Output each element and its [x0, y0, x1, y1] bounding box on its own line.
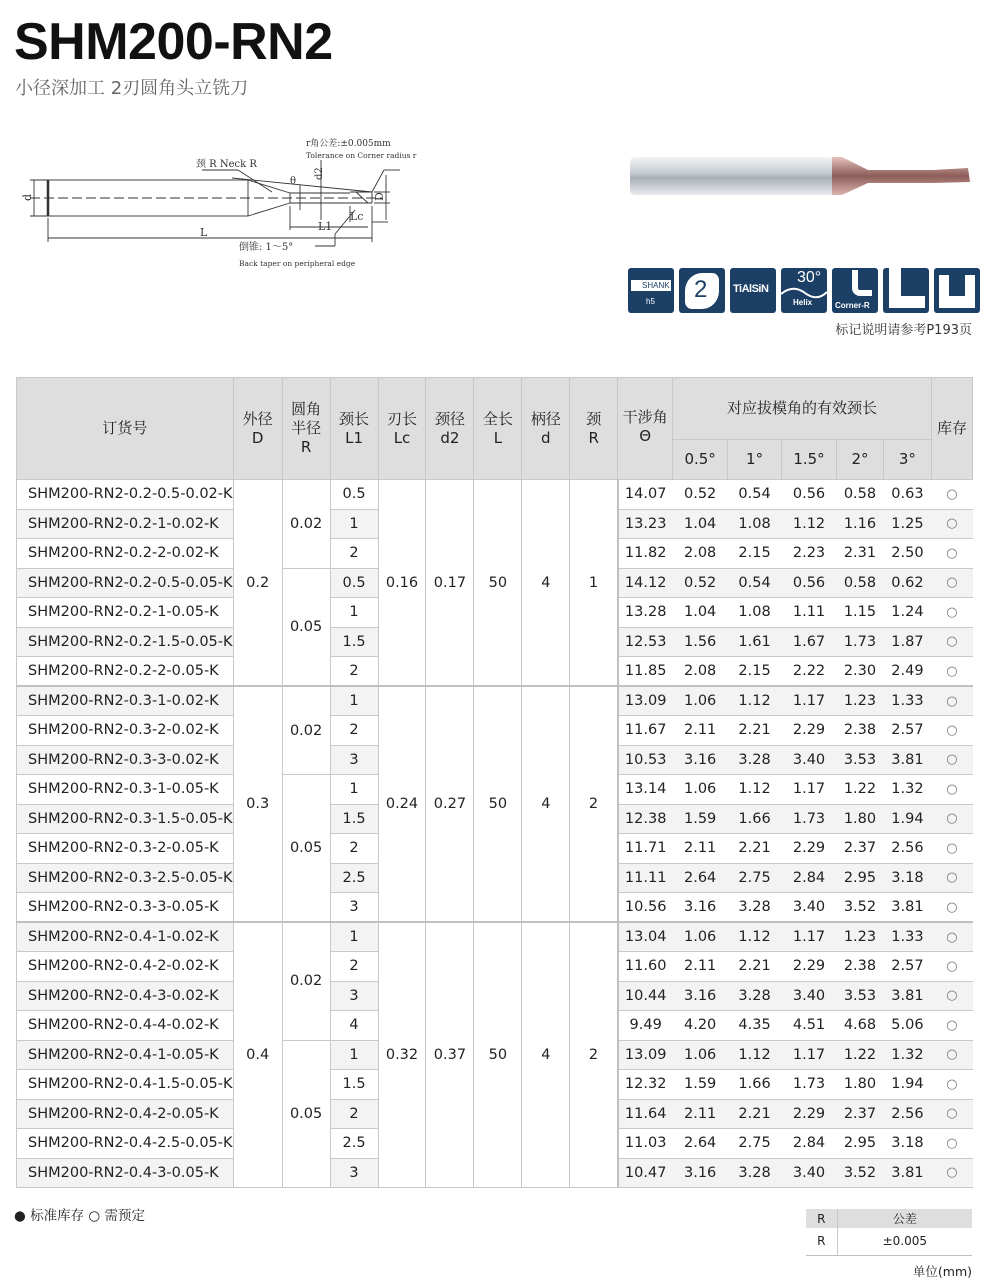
corner-radius-cell: 0.05 [282, 1040, 330, 1188]
effective-neck-length-cell: 1.67 [782, 627, 837, 657]
back-taper-en-text: Back taper on peripheral edge [239, 259, 356, 268]
stock-status-cell: ○ [931, 804, 972, 834]
neck-length-cell: 3 [330, 745, 378, 775]
corner-radius-cell: 0.02 [282, 480, 330, 569]
effective-neck-length-cell: 2.22 [782, 657, 837, 687]
effective-neck-length-cell: 2.56 [883, 834, 931, 864]
interference-angle-cell: 10.53 [618, 745, 673, 775]
effective-neck-length-cell: 1.61 [728, 627, 782, 657]
stock-status-cell: ○ [931, 1158, 972, 1188]
effective-neck-length-cell: 0.58 [836, 568, 883, 598]
header-Lc: 刃长 Lc [378, 378, 426, 480]
neck-length-cell: 0.5 [330, 568, 378, 598]
effective-neck-length-cell: 1.22 [836, 1040, 883, 1070]
tolerance-cell-r: R [806, 1228, 837, 1255]
neck-length-cell: 1.5 [330, 627, 378, 657]
stock-status-cell: ○ [931, 834, 972, 864]
header-angle: 2° [836, 440, 883, 480]
coating-tialsin-icon: TiAlSiN [730, 268, 776, 313]
neck-length-cell: 2 [330, 952, 378, 982]
stock-status-cell: ○ [931, 775, 972, 805]
table-row [17, 686, 973, 716]
shank-diameter-cell: 4 [522, 480, 570, 687]
stock-status-cell: ○ [931, 716, 972, 746]
effective-neck-length-cell: 1.32 [883, 775, 931, 805]
header-theta: 干涉角 Θ [618, 378, 673, 480]
effective-neck-length-cell: 1.12 [728, 686, 782, 716]
effective-neck-length-cell: 1.23 [836, 922, 883, 952]
tolerance-table [806, 1209, 972, 1256]
header-d2: 颈径 d2 [426, 378, 474, 480]
effective-neck-length-cell: 3.40 [782, 893, 837, 923]
dim-L-label: L [200, 226, 208, 239]
neck-length-cell: 1 [330, 598, 378, 628]
order-code-cell: SHM200-RN2-0.2-1-0.05-K [17, 598, 234, 628]
effective-neck-length-cell: 2.95 [836, 863, 883, 893]
interference-angle-cell: 10.47 [618, 1158, 673, 1188]
effective-neck-length-cell: 2.75 [728, 1129, 782, 1159]
effective-neck-length-cell: 4.20 [673, 1011, 728, 1041]
effective-neck-length-cell: 0.56 [782, 480, 837, 510]
neck-length-cell: 1 [330, 686, 378, 716]
effective-neck-length-cell: 1.59 [673, 1070, 728, 1100]
stock-status-cell: ○ [931, 952, 972, 982]
stock-status-cell: ○ [931, 922, 972, 952]
interference-angle-cell: 12.53 [618, 627, 673, 657]
side-milling-icon [883, 268, 929, 313]
neck-radius-cell: 1 [570, 480, 618, 687]
header-stock: 库存 [931, 378, 972, 480]
stock-status-cell: ○ [931, 745, 972, 775]
interference-angle-cell: 13.09 [618, 686, 673, 716]
order-code-cell: SHM200-RN2-0.4-3-0.05-K [17, 1158, 234, 1188]
header-L: 全长 L [474, 378, 522, 480]
order-code-cell: SHM200-RN2-0.4-2-0.05-K [17, 1099, 234, 1129]
order-code-cell: SHM200-RN2-0.3-3-0.02-K [17, 745, 234, 775]
neck-length-cell: 2 [330, 716, 378, 746]
effective-neck-length-cell: 1.08 [728, 509, 782, 539]
effective-neck-length-cell: 4.68 [836, 1011, 883, 1041]
corner-radius-cell: 0.02 [282, 686, 330, 775]
effective-neck-length-cell: 5.06 [883, 1011, 931, 1041]
stock-status-cell: ○ [931, 863, 972, 893]
effective-neck-length-cell: 3.81 [883, 1158, 931, 1188]
dim-D-label: D [373, 192, 386, 201]
effective-neck-length-cell: 1.06 [673, 922, 728, 952]
effective-neck-length-cell: 2.21 [728, 1099, 782, 1129]
effective-neck-length-cell: 2.11 [673, 716, 728, 746]
neck-length-cell: 1 [330, 1040, 378, 1070]
stock-status-cell: ○ [931, 893, 972, 923]
effective-neck-length-cell: 2.84 [782, 863, 837, 893]
icon-note: 标记说明请参考P193页 [835, 323, 972, 338]
order-code-cell: SHM200-RN2-0.4-2.5-0.05-K [17, 1129, 234, 1159]
interference-angle-cell: 12.32 [618, 1070, 673, 1100]
effective-neck-length-cell: 2.56 [883, 1099, 931, 1129]
effective-neck-length-cell: 1.06 [673, 1040, 728, 1070]
interference-angle-cell: 11.64 [618, 1099, 673, 1129]
interference-angle-cell: 11.71 [618, 834, 673, 864]
tolerance-header-r: R [806, 1209, 837, 1228]
dim-d2-label: d2 [314, 167, 325, 180]
effective-neck-length-cell: 0.52 [673, 480, 728, 510]
neck-radius-cell: 2 [570, 686, 618, 922]
dim-theta-label: θ [290, 176, 297, 187]
effective-neck-length-cell: 3.18 [883, 1129, 931, 1159]
product-title: SHM200-RN2 [14, 13, 333, 71]
table-row [17, 480, 973, 510]
order-code-cell: SHM200-RN2-0.2-2-0.02-K [17, 539, 234, 569]
interference-angle-cell: 10.56 [618, 893, 673, 923]
effective-neck-length-cell: 0.52 [673, 568, 728, 598]
effective-neck-length-cell: 2.49 [883, 657, 931, 687]
effective-neck-length-cell: 0.63 [883, 480, 931, 510]
effective-neck-length-cell: 2.38 [836, 716, 883, 746]
effective-neck-length-cell: 2.95 [836, 1129, 883, 1159]
effective-neck-length-cell: 2.57 [883, 716, 931, 746]
neck-diameter-cell: 0.37 [426, 922, 474, 1188]
effective-neck-length-cell: 0.62 [883, 568, 931, 598]
effective-neck-length-cell: 3.16 [673, 745, 728, 775]
corner-r-icon: Corner-R [832, 268, 878, 313]
effective-neck-length-cell: 2.30 [836, 657, 883, 687]
dim-d-label: d [21, 193, 34, 201]
feature-icons [628, 268, 980, 313]
effective-neck-length-cell: 1.73 [782, 804, 837, 834]
effective-neck-length-cell: 2.11 [673, 952, 728, 982]
flute-length-cell: 0.16 [378, 480, 426, 687]
effective-neck-length-cell: 1.15 [836, 598, 883, 628]
neck-radius-cell: 2 [570, 922, 618, 1188]
order-code-cell: SHM200-RN2-0.3-3-0.05-K [17, 893, 234, 923]
stock-status-cell: ○ [931, 1070, 972, 1100]
stock-status-cell: ○ [931, 509, 972, 539]
effective-neck-length-cell: 2.15 [728, 539, 782, 569]
effective-neck-length-cell: 2.11 [673, 834, 728, 864]
effective-neck-length-cell: 1.87 [883, 627, 931, 657]
effective-neck-length-cell: 1.12 [728, 922, 782, 952]
effective-neck-length-cell: 1.25 [883, 509, 931, 539]
legend-standard-stock: ● 标准库存 [14, 1208, 85, 1224]
spec-table [16, 377, 973, 1188]
neck-length-cell: 2 [330, 1099, 378, 1129]
neck-length-cell: 1 [330, 775, 378, 805]
effective-neck-length-cell: 1.33 [883, 922, 931, 952]
order-code-cell: SHM200-RN2-0.3-2.5-0.05-K [17, 863, 234, 893]
stock-status-cell: ○ [931, 1040, 972, 1070]
flute-length-cell: 0.32 [378, 922, 426, 1188]
outer-diameter-cell: 0.3 [233, 686, 282, 922]
neck-length-cell: 1.5 [330, 1070, 378, 1100]
effective-neck-length-cell: 1.16 [836, 509, 883, 539]
effective-neck-length-cell: 3.28 [728, 893, 782, 923]
effective-neck-length-cell: 2.64 [673, 1129, 728, 1159]
effective-neck-length-cell: 2.29 [782, 834, 837, 864]
order-code-cell: SHM200-RN2-0.4-1-0.02-K [17, 922, 234, 952]
flute-length-cell: 0.24 [378, 686, 426, 922]
corner-radius-cell: 0.05 [282, 775, 330, 923]
effective-neck-length-cell: 4.51 [782, 1011, 837, 1041]
effective-neck-length-cell: 1.80 [836, 1070, 883, 1100]
order-code-cell: SHM200-RN2-0.2-1.5-0.05-K [17, 627, 234, 657]
effective-neck-length-cell: 2.38 [836, 952, 883, 982]
effective-neck-length-cell: 1.17 [782, 922, 837, 952]
header-effective-neck-length: 对应拔模角的有效颈长 [673, 378, 932, 440]
effective-neck-length-cell: 3.53 [836, 745, 883, 775]
effective-neck-length-cell: 1.33 [883, 686, 931, 716]
effective-neck-length-cell: 2.29 [782, 1099, 837, 1129]
effective-neck-length-cell: 1.04 [673, 598, 728, 628]
legend-made-to-order: ○ 需预定 [88, 1208, 145, 1224]
effective-neck-length-cell: 2.15 [728, 657, 782, 687]
effective-neck-length-cell: 3.52 [836, 893, 883, 923]
interference-angle-cell: 12.38 [618, 804, 673, 834]
end-mill-photo [628, 150, 973, 205]
effective-neck-length-cell: 1.59 [673, 804, 728, 834]
neck-length-cell: 0.5 [330, 480, 378, 510]
effective-neck-length-cell: 3.81 [883, 893, 931, 923]
effective-neck-length-cell: 2.23 [782, 539, 837, 569]
order-code-cell: SHM200-RN2-0.3-2-0.02-K [17, 716, 234, 746]
effective-neck-length-cell: 3.40 [782, 745, 837, 775]
effective-neck-length-cell: 0.58 [836, 480, 883, 510]
interference-angle-cell: 13.04 [618, 922, 673, 952]
outer-diameter-cell: 0.4 [233, 922, 282, 1188]
order-code-cell: SHM200-RN2-0.2-2-0.05-K [17, 657, 234, 687]
effective-neck-length-cell: 1.23 [836, 686, 883, 716]
order-code-cell: SHM200-RN2-0.4-4-0.02-K [17, 1011, 234, 1041]
effective-neck-length-cell: 2.29 [782, 952, 837, 982]
effective-neck-length-cell: 2.08 [673, 657, 728, 687]
interference-angle-cell: 11.60 [618, 952, 673, 982]
effective-neck-length-cell: 1.12 [728, 1040, 782, 1070]
effective-neck-length-cell: 3.28 [728, 745, 782, 775]
effective-neck-length-cell: 1.56 [673, 627, 728, 657]
overall-length-cell: 50 [474, 686, 522, 922]
effective-neck-length-cell: 1.94 [883, 804, 931, 834]
effective-neck-length-cell: 0.54 [728, 480, 782, 510]
effective-neck-length-cell: 2.21 [728, 716, 782, 746]
interference-angle-cell: 13.23 [618, 509, 673, 539]
effective-neck-length-cell: 3.81 [883, 745, 931, 775]
neck-length-cell: 2 [330, 657, 378, 687]
corner-radius-cell: 0.05 [282, 568, 330, 686]
effective-neck-length-cell: 2.50 [883, 539, 931, 569]
order-code-cell: SHM200-RN2-0.4-2-0.02-K [17, 952, 234, 982]
interference-angle-cell: 13.09 [618, 1040, 673, 1070]
order-code-cell: SHM200-RN2-0.2-1-0.02-K [17, 509, 234, 539]
neck-r-text: 颈 R Neck R [196, 159, 257, 170]
order-code-cell: SHM200-RN2-0.2-0.5-0.05-K [17, 568, 234, 598]
stock-status-cell: ○ [931, 598, 972, 628]
header-neck-R: 颈 R [570, 378, 618, 480]
dim-Lc-label: Lc [350, 210, 364, 223]
table-row [17, 922, 973, 952]
order-code-cell: SHM200-RN2-0.4-3-0.02-K [17, 981, 234, 1011]
neck-length-cell: 1.5 [330, 804, 378, 834]
back-taper-cn-text: 倒锥: 1～5° [239, 242, 294, 253]
stock-status-cell: ○ [931, 686, 972, 716]
effective-neck-length-cell: 1.06 [673, 775, 728, 805]
effective-neck-length-cell: 0.54 [728, 568, 782, 598]
effective-neck-length-cell: 2.21 [728, 952, 782, 982]
two-flute-icon: 2 [679, 268, 725, 313]
effective-neck-length-cell: 3.81 [883, 981, 931, 1011]
neck-length-cell: 2.5 [330, 1129, 378, 1159]
stock-status-cell: ○ [931, 1099, 972, 1129]
shank-h5-icon: SHANK h5 [628, 268, 674, 313]
order-code-cell: SHM200-RN2-0.2-0.5-0.02-K [17, 480, 234, 510]
tolerance-cn-text: r角公差:±0.005mm [306, 139, 391, 149]
stock-status-cell: ○ [931, 1011, 972, 1041]
effective-neck-length-cell: 1.73 [836, 627, 883, 657]
corner-radius-cell: 0.02 [282, 922, 330, 1040]
interference-angle-cell: 14.12 [618, 568, 673, 598]
effective-neck-length-cell: 1.73 [782, 1070, 837, 1100]
stock-status-cell: ○ [931, 981, 972, 1011]
header-D: 外径 D [233, 378, 282, 480]
stock-status-cell: ○ [931, 539, 972, 569]
interference-angle-cell: 11.67 [618, 716, 673, 746]
effective-neck-length-cell: 1.66 [728, 1070, 782, 1100]
effective-neck-length-cell: 1.22 [836, 775, 883, 805]
interference-angle-cell: 9.49 [618, 1011, 673, 1041]
order-code-cell: SHM200-RN2-0.3-1-0.05-K [17, 775, 234, 805]
effective-neck-length-cell: 2.75 [728, 863, 782, 893]
neck-length-cell: 1 [330, 509, 378, 539]
neck-length-cell: 2.5 [330, 863, 378, 893]
effective-neck-length-cell: 1.17 [782, 1040, 837, 1070]
effective-neck-length-cell: 3.28 [728, 981, 782, 1011]
effective-neck-length-cell: 1.12 [782, 509, 837, 539]
effective-neck-length-cell: 3.28 [728, 1158, 782, 1188]
effective-neck-length-cell: 2.84 [782, 1129, 837, 1159]
neck-diameter-cell: 0.27 [426, 686, 474, 922]
effective-neck-length-cell: 1.12 [728, 775, 782, 805]
effective-neck-length-cell: 2.08 [673, 539, 728, 569]
effective-neck-length-cell: 1.11 [782, 598, 837, 628]
interference-angle-cell: 13.14 [618, 775, 673, 805]
overall-length-cell: 50 [474, 922, 522, 1188]
order-code-cell: SHM200-RN2-0.3-2-0.05-K [17, 834, 234, 864]
effective-neck-length-cell: 1.94 [883, 1070, 931, 1100]
effective-neck-length-cell: 1.24 [883, 598, 931, 628]
outer-diameter-cell: 0.2 [233, 480, 282, 687]
order-code-cell: SHM200-RN2-0.3-1.5-0.05-K [17, 804, 234, 834]
header-angle: 0.5° [673, 440, 728, 480]
effective-neck-length-cell: 3.16 [673, 893, 728, 923]
interference-angle-cell: 11.85 [618, 657, 673, 687]
dim-L1-label: L1 [318, 220, 333, 233]
neck-length-cell: 4 [330, 1011, 378, 1041]
stock-status-cell: ○ [931, 1129, 972, 1159]
interference-angle-cell: 14.07 [618, 480, 673, 510]
overall-length-cell: 50 [474, 480, 522, 687]
shank-diameter-cell: 4 [522, 922, 570, 1188]
effective-neck-length-cell: 0.56 [782, 568, 837, 598]
effective-neck-length-cell: 1.66 [728, 804, 782, 834]
effective-neck-length-cell: 3.16 [673, 1158, 728, 1188]
effective-neck-length-cell: 3.40 [782, 981, 837, 1011]
stock-status-cell: ○ [931, 657, 972, 687]
unit-note: 单位(mm) [912, 1264, 972, 1279]
header-angle: 1.5° [782, 440, 837, 480]
effective-neck-length-cell: 3.53 [836, 981, 883, 1011]
neck-diameter-cell: 0.17 [426, 480, 474, 687]
effective-neck-length-cell: 1.80 [836, 804, 883, 834]
effective-neck-length-cell: 2.64 [673, 863, 728, 893]
interference-angle-cell: 10.44 [618, 981, 673, 1011]
stock-status-cell: ○ [931, 627, 972, 657]
effective-neck-length-cell: 3.16 [673, 981, 728, 1011]
tolerance-en-text: Tolerance on Corner radius r [306, 151, 417, 160]
helix-30-icon: 30° Helix [781, 268, 827, 313]
effective-neck-length-cell: 1.08 [728, 598, 782, 628]
effective-neck-length-cell: 1.17 [782, 775, 837, 805]
effective-neck-length-cell: 2.21 [728, 834, 782, 864]
header-d: 柄径 d [522, 378, 570, 480]
header-L1: 颈长 L1 [330, 378, 378, 480]
effective-neck-length-cell: 1.32 [883, 1040, 931, 1070]
neck-length-cell: 2 [330, 539, 378, 569]
slotting-icon [934, 268, 980, 313]
shank-diameter-cell: 4 [522, 686, 570, 922]
header-code: 订货号 [17, 378, 234, 480]
product-subtitle: 小径深加工 2刃圆角头立铣刀 [15, 78, 249, 99]
effective-neck-length-cell: 2.29 [782, 716, 837, 746]
stock-status-cell: ○ [931, 480, 972, 510]
neck-length-cell: 2 [330, 834, 378, 864]
header-R: 圆角 半径 R [282, 378, 330, 480]
header-angle: 1° [728, 440, 782, 480]
effective-neck-length-cell: 2.11 [673, 1099, 728, 1129]
interference-angle-cell: 11.82 [618, 539, 673, 569]
effective-neck-length-cell: 4.35 [728, 1011, 782, 1041]
effective-neck-length-cell: 2.31 [836, 539, 883, 569]
stock-status-cell: ○ [931, 568, 972, 598]
effective-neck-length-cell: 2.57 [883, 952, 931, 982]
neck-length-cell: 3 [330, 981, 378, 1011]
tolerance-header-tol: 公差 [837, 1209, 972, 1228]
neck-length-cell: 3 [330, 1158, 378, 1188]
effective-neck-length-cell: 1.04 [673, 509, 728, 539]
effective-neck-length-cell: 3.52 [836, 1158, 883, 1188]
tolerance-cell-value: ±0.005 [837, 1228, 972, 1255]
order-code-cell: SHM200-RN2-0.4-1-0.05-K [17, 1040, 234, 1070]
order-code-cell: SHM200-RN2-0.3-1-0.02-K [17, 686, 234, 716]
effective-neck-length-cell: 3.18 [883, 863, 931, 893]
effective-neck-length-cell: 1.06 [673, 686, 728, 716]
stock-legend [14, 1204, 145, 1224]
interference-angle-cell: 11.11 [618, 863, 673, 893]
neck-length-cell: 1 [330, 922, 378, 952]
order-code-cell: SHM200-RN2-0.4-1.5-0.05-K [17, 1070, 234, 1100]
header-angle: 3° [883, 440, 931, 480]
effective-neck-length-cell: 1.17 [782, 686, 837, 716]
effective-neck-length-cell: 2.37 [836, 834, 883, 864]
technical-drawing [10, 130, 460, 275]
effective-neck-length-cell: 2.37 [836, 1099, 883, 1129]
neck-length-cell: 3 [330, 893, 378, 923]
interference-angle-cell: 13.28 [618, 598, 673, 628]
interference-angle-cell: 11.03 [618, 1129, 673, 1159]
effective-neck-length-cell: 3.40 [782, 1158, 837, 1188]
